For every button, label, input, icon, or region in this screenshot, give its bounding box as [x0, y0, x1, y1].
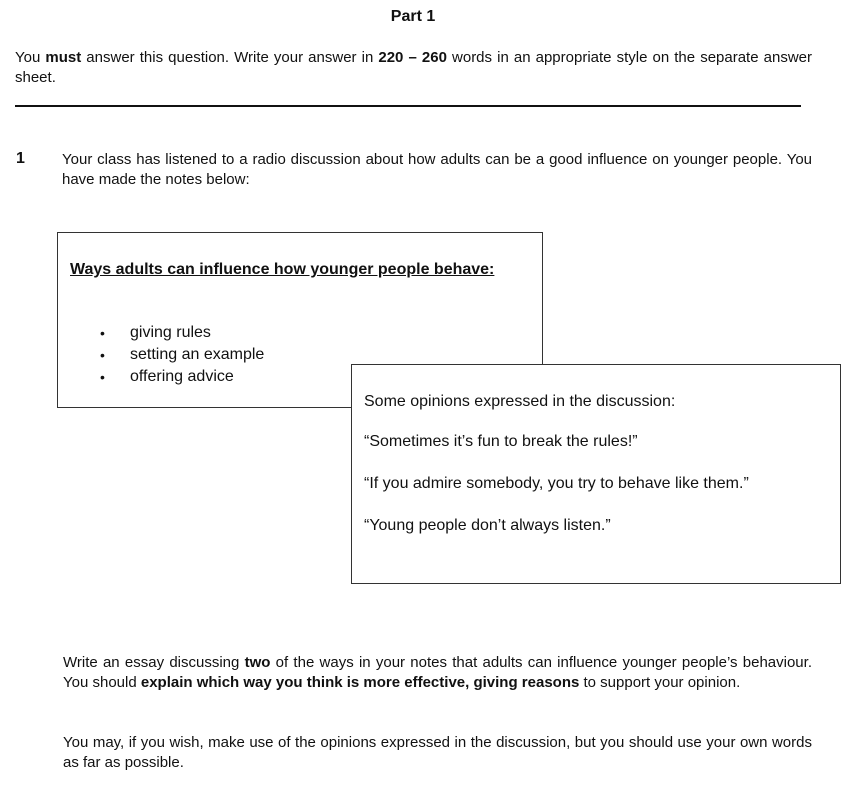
opinion-quote: “Young people don’t always listen.”	[364, 517, 611, 534]
task-note-paragraph: You may, if you wish, make use of the opinions expressed in the discussion, but you should use your own words as far as possible.	[63, 734, 812, 771]
question-text: Your class has listened to a radio discussion about how adults can be a good influence on younger people. You have made the notes below:	[62, 151, 812, 188]
question-number: 1	[16, 150, 25, 167]
intro-text-1: You	[15, 49, 46, 66]
notes-heading: Ways adults can influence how younger people behave:	[70, 261, 495, 278]
intro-text-3: words in an appropriate style on the separate answer sheet.	[15, 49, 813, 86]
notes-item-text: giving rules	[130, 324, 211, 341]
task-emphasis: explain which way you think is more effective, giving reasons	[140, 674, 580, 691]
bullet-icon: •	[100, 347, 105, 363]
notes-item-text: setting an example	[130, 346, 265, 363]
part-title: Part 1	[390, 8, 436, 25]
bullet-icon: •	[100, 369, 105, 385]
instructions	[15, 48, 812, 88]
opinion-quote: “Sometimes it’s fun to break the rules!”	[364, 433, 638, 450]
notes-item-text: offering advice	[130, 368, 234, 385]
divider	[15, 105, 801, 107]
task-text-1: Write an essay discussing	[63, 654, 245, 671]
opinion-quote: “If you admire somebody, you try to behave like them.”	[364, 475, 749, 492]
opinions-box	[351, 364, 841, 584]
bullet-icon: •	[100, 325, 105, 341]
opinions-heading: Some opinions expressed in the discussion:	[364, 393, 676, 410]
task-text-3: to support your opinion.	[579, 674, 741, 691]
notes-item	[98, 366, 264, 388]
intro-text-2: answer this question. Write your answer in	[81, 49, 379, 66]
task-paragraph	[63, 653, 812, 693]
word-range: 220 – 260	[378, 49, 447, 66]
notes-item	[98, 344, 264, 366]
task-two: two	[244, 654, 271, 671]
notes-list	[98, 322, 264, 388]
intro-must: must	[45, 49, 82, 66]
notes-item	[98, 322, 264, 344]
task-text-2: of the ways in your notes that adults can influence younger people’s behaviour. You should	[63, 654, 812, 691]
